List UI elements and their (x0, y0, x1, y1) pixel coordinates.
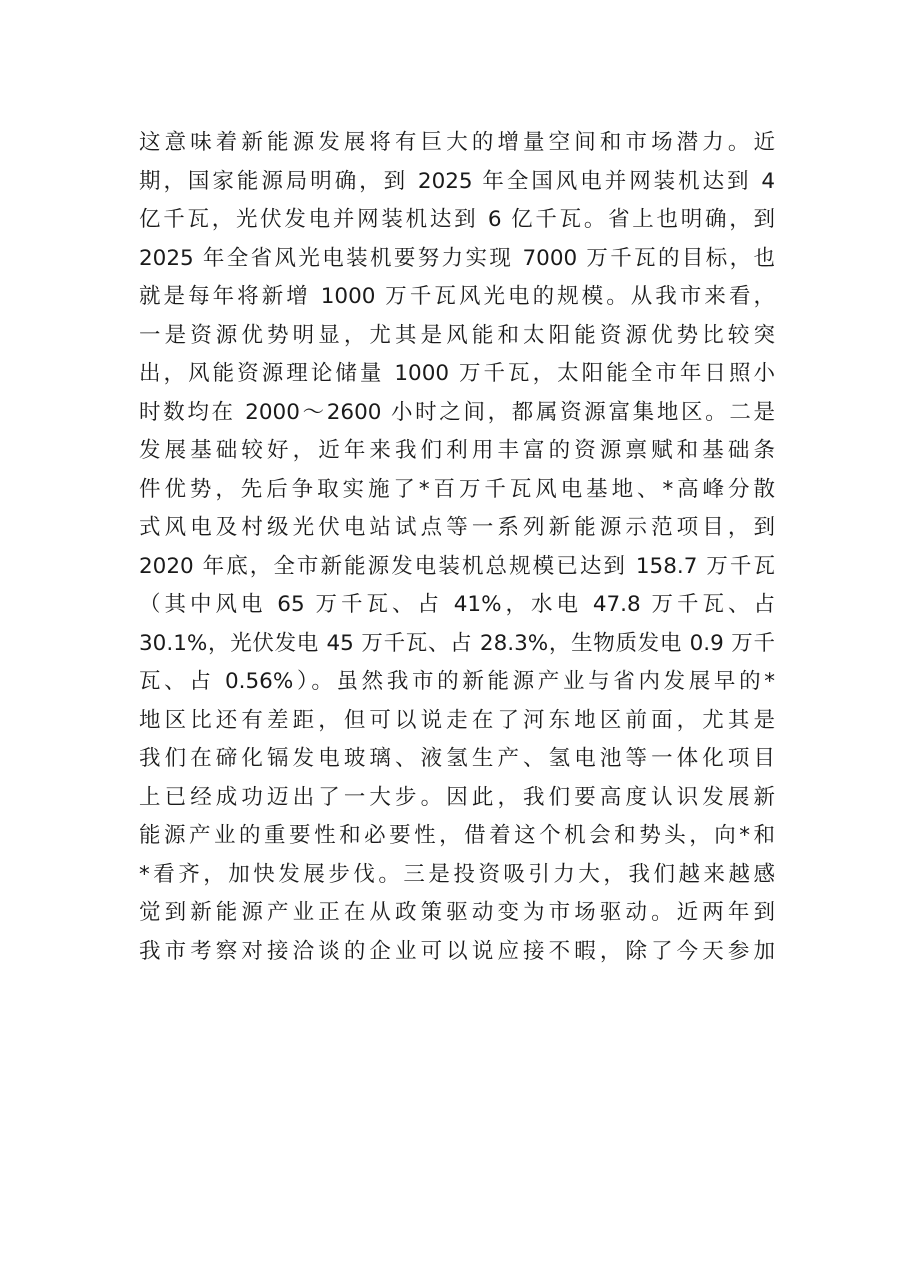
text-line: 觉到新能源产业正在从政策驱动变为市场驱动。近两年到 (139, 900, 775, 925)
text-line: 期，国家能源局明确，到 2025 年全国风电并网装机达到 4 (139, 168, 775, 194)
text-line: 我市考察对接洽谈的企业可以说应接不暇，除了今天参加 (139, 938, 775, 964)
text-line: 时数均在 2000～2600 小时之间，都属资源富集地区。二是 (139, 399, 775, 425)
text-line: 式风电及村级光伏电站试点等一系列新能源示范项目，到 (139, 515, 775, 540)
text-line: 就是每年将新增 1000 万千瓦风光电的规模。从我市来看， (139, 284, 775, 309)
text-line: 发展基础较好，近年来我们利用丰富的资源禀赋和基础条 (139, 438, 775, 463)
text-line: 瓦、占 0.56%）。虽然我市的新能源产业与省内发展早的* (139, 669, 775, 694)
text-line: *看齐，加快发展步伐。三是投资吸引力大，我们越来越感 (139, 861, 775, 887)
text-line: 30.1%，光伏发电 45 万千瓦、占 28.3%，生物质发电 0.9 万千 (139, 630, 775, 656)
text-line: 地区比还有差距，但可以说走在了河东地区前面，尤其是 (139, 707, 775, 733)
text-line: 我们在碲化镉发电玻璃、液氢生产、氢电池等一体化项目 (139, 746, 775, 771)
text-line: 2025 年全省风光电装机要努力实现 7000 万千瓦的目标，也 (139, 245, 775, 271)
text-line: 亿千瓦，光伏发电并网装机达到 6 亿千瓦。省上也明确，到 (139, 207, 775, 232)
body-text (139, 124, 775, 971)
text-line: 出，风能资源理论储量 1000 万千瓦，太阳能全市年日照小 (139, 361, 775, 386)
text-line: 这意味着新能源发展将有巨大的增量空间和市场潜力。近 (139, 130, 775, 155)
text-line: 上已经成功迈出了一大步。因此，我们要高度认识发展新 (139, 784, 775, 810)
text-line: 一是资源优势明显，尤其是风能和太阳能资源优势比较突 (139, 322, 775, 348)
text-line: 能源产业的重要性和必要性，借着这个机会和势头，向*和 (139, 823, 775, 848)
text-line: 件优势，先后争取实施了*百万千瓦风电基地、*高峰分散 (139, 476, 775, 502)
text-line: （其中风电 65 万千瓦、占 41%，水电 47.8 万千瓦、占 (139, 592, 775, 617)
text-line: 2020 年底，全市新能源发电装机总规模已达到 158.7 万千瓦 (139, 553, 775, 579)
